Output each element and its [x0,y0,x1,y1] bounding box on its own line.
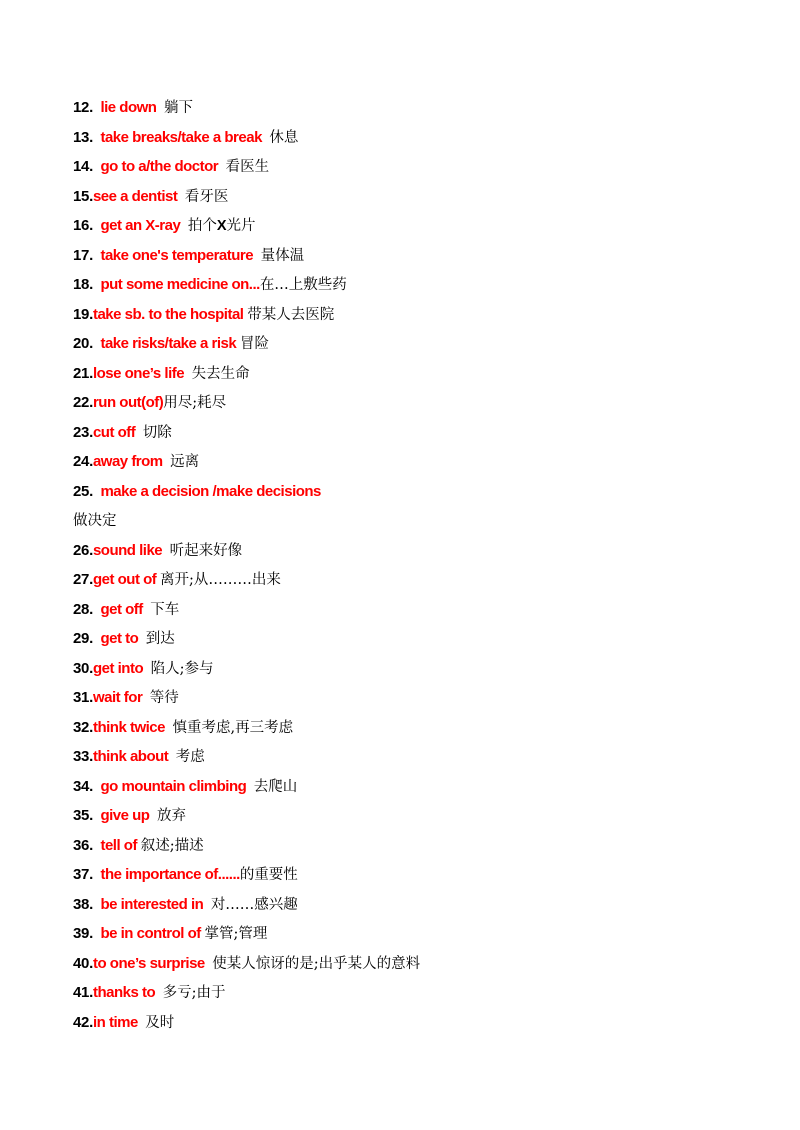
chinese-meaning: 叙述;描述 [140,837,204,854]
list-item [73,388,753,418]
english-phrase: thanks to [92,984,156,1001]
english-phrase: be interested in [100,895,204,913]
list-item [73,919,753,949]
chinese-meaning: 量体温 [260,247,305,264]
chinese-meaning: 使某人惊讶的是;出乎某人的意料 [212,955,421,972]
english-phrase: lose one’s life [92,364,185,382]
english-phrase: get off [100,600,143,618]
chinese-meaning: 到达 [145,631,175,647]
english-phrase: the importance of...... [100,866,240,883]
english-phrase: be in control of [100,925,201,942]
list-item [73,447,753,477]
chinese-meaning: 下车 [150,601,180,618]
english-phrase: lie down [100,99,157,116]
list-item [73,300,753,330]
item-number: 30. [73,659,93,677]
chinese-meaning: 等待 [149,690,179,706]
list-item [73,270,753,300]
list-item [73,683,753,713]
item-number: 29. [73,630,93,647]
english-phrase: think twice [92,718,165,736]
list-item [73,595,753,625]
list-item [73,477,753,507]
item-number: 15. [73,187,93,205]
list-item [73,624,753,654]
english-phrase: think about [92,748,169,765]
chinese-meaning: 冒险 [239,336,269,352]
item-number: 19. [73,305,93,323]
list-item [73,536,753,566]
item-number: 42. [73,1013,93,1031]
list-item [73,831,753,861]
chinese-meaning: 失去生命 [191,365,250,382]
item-number: 18. [73,276,93,293]
chinese-meaning: 看牙医 [184,188,229,205]
chinese-meaning: 听起来好像 [169,542,243,559]
chinese-meaning: 对……感兴趣 [210,896,298,913]
vocabulary-list [73,93,753,1037]
item-number: 31. [73,689,93,706]
list-item [73,418,753,448]
english-phrase: get to [100,630,139,647]
english-phrase: get an X-ray [100,217,181,234]
item-number: 21. [73,364,93,382]
chinese-meaning: 切除 [142,424,172,441]
english-phrase: cut off [92,423,136,441]
chinese-meaning: 考虑 [175,749,205,765]
chinese-meaning: 放弃 [156,808,186,824]
item-number: 24. [73,453,93,470]
chinese-meaning: 陷人;参与 [150,660,214,677]
list-item [73,241,753,271]
english-phrase: take sb. to the hospital [92,305,244,323]
item-number: 40. [73,954,93,972]
list-item [73,860,753,890]
chinese-meaning: 拍个X光片 [187,218,256,234]
english-phrase: sound like [92,541,163,559]
item-number: 22. [73,394,93,411]
list-item [73,801,753,831]
item-number: 37. [73,866,93,883]
list-item-continuation [73,506,753,536]
chinese-meaning: 用尽;耗尽 [163,395,227,411]
english-phrase: get into [92,659,144,677]
english-phrase: see a dentist [92,187,178,205]
chinese-meaning: 及时 [145,1014,175,1031]
list-item [73,978,753,1008]
item-number: 38. [73,895,93,913]
item-number: 32. [73,718,93,736]
english-phrase: take breaks/take a break [100,128,262,146]
chinese-meaning: 去爬山 [253,778,298,795]
chinese-meaning: 做决定 [73,513,117,529]
list-item [73,93,753,123]
chinese-meaning: 掌管;管理 [204,926,268,942]
english-phrase: put some medicine on... [100,276,260,293]
list-item [73,890,753,920]
item-number: 36. [73,836,93,854]
chinese-meaning: 休息 [269,129,299,146]
english-phrase: wait for [92,689,143,706]
english-phrase: go mountain climbing [100,777,247,795]
item-number: 26. [73,541,93,559]
item-number: 41. [73,984,93,1001]
english-phrase: to one’s surprise [92,954,205,972]
list-item [73,152,753,182]
english-phrase: in time [92,1013,138,1031]
item-number: 35. [73,807,93,824]
list-item [73,359,753,389]
list-item [73,123,753,153]
list-item [73,1008,753,1038]
item-number: 17. [73,246,93,264]
item-number: 28. [73,600,93,618]
list-item [73,182,753,212]
english-phrase: away from [92,453,163,470]
chinese-meaning: 躺下 [163,100,193,116]
chinese-meaning: 带某人去医院 [247,306,335,323]
list-item [73,742,753,772]
item-number: 20. [73,335,93,352]
list-item [73,772,753,802]
item-number: 23. [73,423,93,441]
english-phrase: run out(of) [92,394,164,411]
chinese-meaning: 的重要性 [239,867,298,883]
list-item [73,713,753,743]
english-phrase: get out of [92,571,157,588]
english-phrase: go to a/the doctor [100,158,219,175]
english-phrase: take one's temperature [100,246,254,264]
chinese-meaning: 远离 [170,454,200,470]
list-item [73,949,753,979]
list-item [73,329,753,359]
chinese-meaning: 慎重考虑,再三考虑 [172,719,294,736]
item-number: 16. [73,217,93,234]
list-item [73,654,753,684]
item-number: 33. [73,748,93,765]
english-phrase: give up [100,807,150,824]
item-number: 34. [73,777,93,795]
chinese-meaning: 在…上敷些药 [259,277,347,293]
chinese-meaning: 看医生 [225,159,270,175]
item-number: 25. [73,482,93,500]
english-phrase: make a decision /make decisions [100,482,321,500]
item-number: 13. [73,128,93,146]
item-number: 27. [73,571,93,588]
chinese-meaning: 多亏;由于 [162,985,226,1001]
item-number: 39. [73,925,93,942]
chinese-meaning: 离开;从………出来 [160,572,281,588]
item-number: 12. [73,99,93,116]
list-item [73,565,753,595]
list-item [73,211,753,241]
english-phrase: tell of [100,836,137,854]
english-phrase: take risks/take a risk [100,335,237,352]
item-number: 14. [73,158,93,175]
